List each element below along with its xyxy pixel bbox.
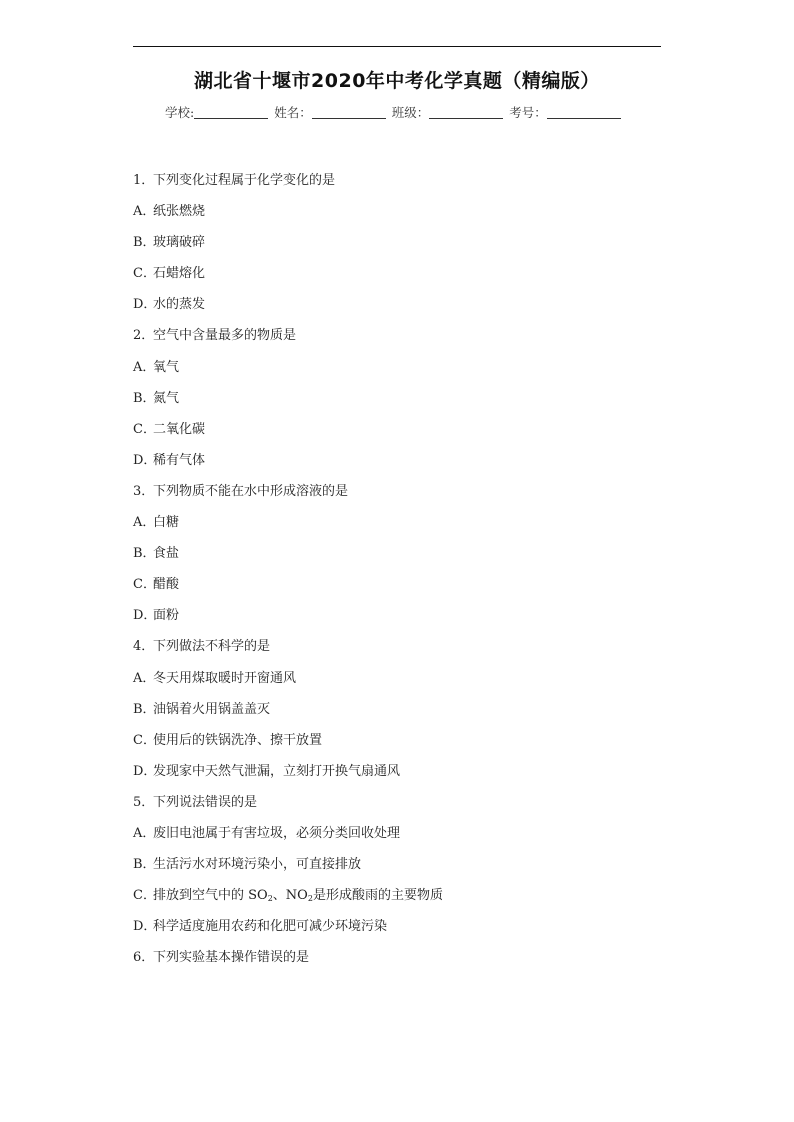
option-text: 纸张燃烧 xyxy=(153,204,206,220)
answer-option xyxy=(133,701,693,732)
question-number: 3． xyxy=(133,483,155,499)
answer-option xyxy=(133,825,693,856)
question-number: 1． xyxy=(133,173,155,188)
answer-option xyxy=(133,296,693,327)
option-text: 二氧化碳 xyxy=(153,421,206,437)
option-text: 冬天用煤取暖时开窗通风 xyxy=(153,670,297,686)
option-text-mid: 、NO xyxy=(272,888,308,904)
subscript: 2 xyxy=(267,894,273,904)
question-text: 空气中含量最多的物质是 xyxy=(153,328,297,344)
option-label: B． xyxy=(133,390,156,406)
option-label: B． xyxy=(133,546,156,562)
option-text: 稀有气体 xyxy=(153,452,206,468)
question-stem xyxy=(133,172,693,203)
question-stem xyxy=(133,638,693,669)
answer-option xyxy=(133,576,693,607)
option-label: A． xyxy=(133,825,156,841)
option-label: D． xyxy=(133,919,157,935)
answer-option xyxy=(133,670,693,701)
answer-option xyxy=(133,607,693,638)
option-label: C． xyxy=(133,577,156,593)
option-label: A． xyxy=(133,670,156,686)
answer-option xyxy=(133,514,693,545)
option-text: 面粉 xyxy=(153,608,180,624)
question-text: 下列实验基本操作错误的是 xyxy=(153,950,310,966)
answer-option xyxy=(133,887,693,918)
student-info-row xyxy=(165,103,623,121)
option-label: C． xyxy=(133,888,156,904)
page-title: 湖北省十堰市2020年中考化学真题（精编版） xyxy=(194,70,600,92)
question-number: 5． xyxy=(133,794,155,810)
option-label: D． xyxy=(133,297,157,313)
answer-option xyxy=(133,234,693,265)
option-label: A． xyxy=(133,204,156,220)
question-number: 6． xyxy=(133,950,155,966)
option-label: B． xyxy=(133,701,156,717)
answer-option xyxy=(133,359,693,390)
option-text: 白糖 xyxy=(153,515,180,531)
name-label: 姓名： xyxy=(274,105,312,120)
answer-option xyxy=(133,203,693,234)
answer-option xyxy=(133,763,693,794)
question-stem xyxy=(133,483,693,514)
question-text: 下列物质不能在水中形成溶液的是 xyxy=(153,483,349,499)
question-number: 2． xyxy=(133,328,155,344)
name-blank xyxy=(312,106,386,119)
answer-option xyxy=(133,856,693,887)
question-text: 下列说法错误的是 xyxy=(153,794,258,810)
answer-option xyxy=(133,265,693,296)
option-text: 油锅着火用锅盖盖灭 xyxy=(153,701,271,717)
option-label: A． xyxy=(133,515,156,531)
option-label: B． xyxy=(133,235,156,251)
answer-option xyxy=(133,421,693,452)
option-text: 石蜡熔化 xyxy=(153,266,206,282)
school-blank xyxy=(194,106,268,119)
class-blank xyxy=(429,106,503,119)
option-label: C． xyxy=(133,421,156,437)
option-text: 废旧电池属于有害垃圾，必须分类回收处理 xyxy=(153,825,401,841)
subscript: 2 xyxy=(307,894,313,904)
exam-no-label: 考号： xyxy=(509,105,547,120)
option-text: 醋酸 xyxy=(153,577,180,593)
question-list xyxy=(133,172,693,980)
answer-option xyxy=(133,390,693,421)
option-text-post: 是形成酸雨的主要物质 xyxy=(312,888,443,904)
exam-no-blank xyxy=(547,106,621,119)
class-label: 班级： xyxy=(391,105,430,120)
option-label: B． xyxy=(133,857,156,873)
option-label: C． xyxy=(133,266,156,282)
top-rule xyxy=(133,46,661,47)
option-label: C． xyxy=(133,732,156,748)
question-text: 下列变化过程属于化学变化的是 xyxy=(153,173,336,188)
option-label: D． xyxy=(133,763,157,779)
option-text: 氧气 xyxy=(153,359,180,375)
option-text: 玻璃破碎 xyxy=(153,235,206,251)
question-number: 4． xyxy=(133,639,155,655)
school-label: 学校: xyxy=(165,105,195,120)
option-text: 食盐 xyxy=(153,546,180,562)
answer-option xyxy=(133,452,693,483)
option-label: D． xyxy=(133,608,157,624)
option-text: 发现家中天然气泄漏，立刻打开换气扇通风 xyxy=(153,763,401,779)
option-text: 氮气 xyxy=(153,390,180,406)
option-text-pre: 排放到空气中的 SO xyxy=(153,888,268,904)
question-text: 下列做法不科学的是 xyxy=(153,639,271,655)
option-text: 水的蒸发 xyxy=(153,297,206,313)
answer-option xyxy=(133,918,693,949)
question-stem xyxy=(133,949,693,980)
question-stem xyxy=(133,794,693,825)
option-text: 使用后的铁锅洗净、擦干放置 xyxy=(153,732,323,748)
option-text: 生活污水对环境污染小，可直接排放 xyxy=(153,857,362,873)
answer-option xyxy=(133,545,693,576)
option-text: 科学适度施用农药和化肥可减少环境污染 xyxy=(153,919,388,935)
answer-option xyxy=(133,732,693,763)
question-stem xyxy=(133,327,693,358)
option-label: A． xyxy=(133,359,156,375)
option-label: D． xyxy=(133,452,157,468)
